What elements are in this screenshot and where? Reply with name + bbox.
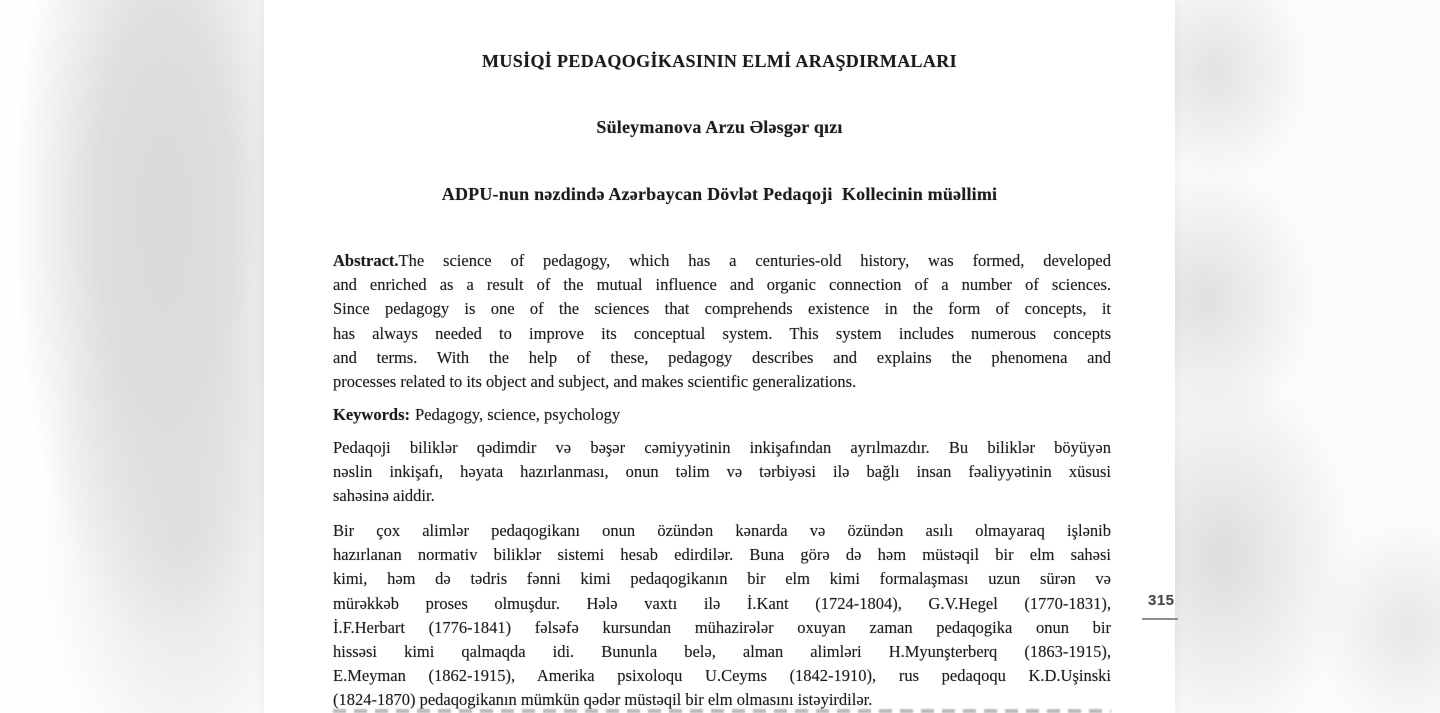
paragraph-line: (1824-1870) pedaqogikanın mümkün qədər müstəqil bir elm olmasını istəyirdilər. bbox=[333, 690, 873, 710]
paragraph-line: hazırlanan normativ biliklər sistemi hesab edirdilər. Buna görə də həm müstəqil bir elm sahəsi bbox=[333, 545, 1111, 565]
body-paragraph bbox=[333, 519, 1111, 713]
paragraph-line: hissəsi kimi qalmaqda idi. Bununla belə, alman alimləri H.Myunşterberq (1863-1915), bbox=[333, 641, 1111, 661]
document-page bbox=[264, 0, 1175, 713]
paragraph-line: İ.F.Herbart (1776-1841) fəlsəfə kursundan mühazirələr oxuyan zaman pedaqogika onun bir bbox=[333, 617, 1111, 637]
clipped-text-hint bbox=[333, 709, 1111, 713]
body-paragraph bbox=[333, 436, 1111, 509]
abstract-line: and enriched as a result of the mutual influence and organic connection of a number of sciences. bbox=[333, 275, 1111, 295]
abstract-section bbox=[333, 249, 1111, 394]
paragraph-line: kimi, həm də tədris fənni kimi pedaqogikanın bir elm kimi formalaşması uzun sürən və bbox=[333, 569, 1111, 589]
page-number: 315 bbox=[1148, 592, 1175, 609]
abstract-line: and terms. With the help of these, pedagogy describes and explains the phenomena and bbox=[333, 347, 1111, 367]
page-number-underline bbox=[1142, 618, 1178, 620]
paragraph-line: nəslin inkişafı, həyata hazırlanması, onun təlim və tərbiyəsi ilə bağlı insan fəaliyyətinin xüsusi bbox=[333, 462, 1111, 482]
paragraph-line: E.Meyman (1862-1915), Amerika psixoloqu U.Ceyms (1842-1910), rus pedaqoqu K.D.Uşinski bbox=[333, 666, 1111, 686]
abstract-label: Abstract. bbox=[333, 251, 399, 270]
keywords-text: Pedagogy, science, psychology bbox=[415, 405, 621, 424]
abstract-line: Since pedagogy is one of the sciences that comprehends existence in the form of concepts, it bbox=[333, 299, 1111, 319]
article-title: MUSİQİ PEDAQOGİKASININ ELMİ ARAŞDIRMALARI bbox=[482, 51, 957, 71]
paragraph-line: Pedaqoji biliklər qədimdir və bəşər cəmiyyətinin inkişafından ayrılmazdır. Bu biliklər böyüyən bbox=[333, 438, 1111, 457]
paragraph-line: sahəsinə aiddir. bbox=[333, 486, 435, 506]
paragraph-line: mürəkkəb proses olmuşdur. Hələ vaxtı ilə İ.Kant (1724-1804), G.V.Hegel (1770-1831), bbox=[333, 593, 1111, 613]
keywords-label: Keywords: bbox=[333, 405, 410, 424]
abstract-line bbox=[333, 249, 1111, 273]
blurred-background-right bbox=[1175, 0, 1440, 713]
abstract-line-text: The science of pedagogy, which has a centuries-old history, was formed, developed bbox=[398, 251, 1111, 270]
paragraph-line: Bir çox alimlər pedaqogikanı onun özündən kənarda və özündən asılı olmayaraq işlənib bbox=[333, 521, 1111, 540]
keywords-line bbox=[333, 403, 1111, 427]
blurred-background-left bbox=[0, 0, 264, 713]
author-affiliation: ADPU-nun nəzdində Azərbaycan Dövlət Pedaqoji Kollecinin müəllimi bbox=[441, 184, 998, 204]
abstract-line: processes related to its object and subject, and makes scientific generalizations. bbox=[333, 371, 857, 391]
author-name: Süleymanova Arzu Ələsgər qızı bbox=[596, 117, 843, 137]
abstract-line: has always needed to improve its conceptual system. This system includes numerous concepts bbox=[333, 323, 1111, 343]
